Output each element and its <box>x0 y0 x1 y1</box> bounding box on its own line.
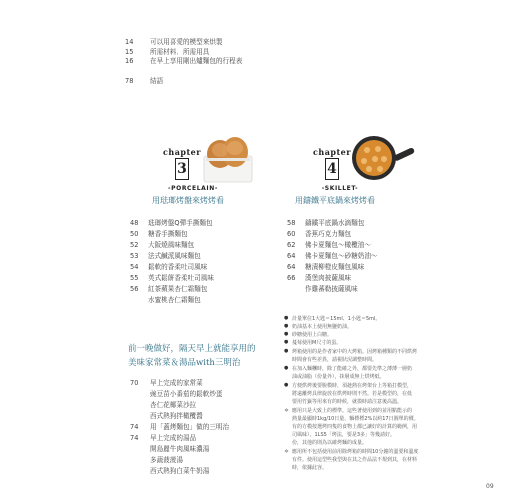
toc-title: 法式鹹派風味麵包 <box>148 252 201 260</box>
toc-title: 西式熱狗拌橄欖醬 <box>150 412 203 420</box>
toc-page-number: 14 <box>125 38 134 46</box>
toc-page-number: 48 <box>130 219 139 227</box>
toc-title: 紅茶蘋果杏仁霜麵包 <box>148 285 208 293</box>
toc-title: 豌豆苗小番茄的鬆軟炒蛋 <box>150 390 223 398</box>
toc-title: 杏仁花椰菜沙拉 <box>150 401 197 409</box>
note-bullet: ● <box>284 348 289 354</box>
note-line: 應用只是大致上的標準。這些著使用到的並用點能示的 <box>292 408 413 414</box>
toc-page-number: 70 <box>130 379 139 387</box>
chapter-3-tag: -PORCELAIN- <box>168 185 218 192</box>
toc-entry <box>0 75 520 87</box>
toc-title: 開島麗牛肉風味濃湯 <box>150 445 210 453</box>
note-line: 方便烘烤後要脫模時，須趁熱在烤架台上等箱打模型， <box>292 383 413 389</box>
toc-title: 所需材料．所需用具 <box>150 48 210 56</box>
toc-title: 鑄鐵平底鍋水滴麵包 <box>305 219 365 227</box>
toc-title: 佛卡夏麵包～橄欖油～ <box>305 241 371 249</box>
toc-title: 佛卡夏麵包～砂糖奶油～ <box>305 252 378 260</box>
toc-page-number: 62 <box>287 241 296 249</box>
toc-title: 可以用喜愛的模型來烘製 <box>150 38 223 46</box>
chapter-4-number: 4 <box>325 158 339 180</box>
toc-page-number: 15 <box>125 48 134 56</box>
toc-page-number: 54 <box>130 263 139 271</box>
chapter-4-title: 用鑄鐵平底鍋來烤烤看 <box>295 196 375 205</box>
toc-page-number: 50 <box>130 230 139 238</box>
toc-title: 結語 <box>150 77 164 85</box>
toc-entry <box>0 283 520 295</box>
toc-title: 糖漬柳橙皮麵包風味 <box>305 263 365 271</box>
note-bullet: ● <box>284 382 289 388</box>
toc-page-number: 74 <box>130 434 139 442</box>
note-line: 烤箱使用的是作者家中的大烤箱。因烤箱種類的不同烘烤 <box>292 349 418 355</box>
toc-title: 英式鬆餅香柔吐司風味 <box>148 274 214 282</box>
note-bullet: ● <box>284 339 289 345</box>
skillet-image <box>350 130 418 184</box>
bread-loaf-image <box>202 128 254 186</box>
toc-title: 漢堡肉披薩風味 <box>305 274 352 282</box>
toc-page-number: 53 <box>130 252 139 260</box>
toc-title: 用「蓋烤麵包」做的三明治 <box>150 423 230 431</box>
note-line: 將遠離烤具律旋放在烘烤時則不然。若是模型的，在低 <box>292 391 413 397</box>
toc-page-number: 52 <box>130 241 139 249</box>
note-line: 油或油脂（份量外），抹層成無上烘烤紙。 <box>292 374 385 380</box>
chapter-3-label: chapter <box>163 147 201 157</box>
toc-title: 糖香手撕麵包 <box>148 230 188 238</box>
toc-entry <box>0 55 520 67</box>
toc-page-number: 16 <box>125 57 134 65</box>
note-bullet: ● <box>284 331 289 337</box>
note-line: 應用所不包括使用前用除烤箱的時間10分鐘的溫要和溫度 <box>292 449 419 455</box>
toc-title: 水蜜桃杏仁霜麵包 <box>148 296 201 304</box>
note-line: 砂糖使用上白糖。 <box>292 332 333 338</box>
chapter-4-tag: -SKILLET- <box>321 185 359 192</box>
note-line: 時間會有些差異，請視狀況調整時間。 <box>292 357 378 363</box>
section-heading-line2: 美味家常菜＆湯品with三明治 <box>128 358 241 368</box>
toc-title: 琺瑯烤盤Q彈手撕麵包 <box>148 219 213 227</box>
toc-title: 鬆軟的香柔吐司風味 <box>148 263 208 271</box>
toc-page-number: 64 <box>287 263 296 271</box>
toc-page-number: 58 <box>287 219 296 227</box>
toc-page-number: 60 <box>287 230 296 238</box>
toc-title: 早上完成的湯品 <box>150 434 197 442</box>
page-number: 09 <box>486 483 494 490</box>
note-line: 熱量最顯時1kg/10日量，麵標標2%以約17日圓單的價。 <box>292 416 419 422</box>
toc-page-number: 56 <box>130 285 139 293</box>
section-heading-line1: 前一晚做好，隔天早上就能享用的 <box>128 344 256 354</box>
toc-title: 早上完成的家常菜 <box>150 379 203 387</box>
note-bullet: ● <box>284 315 289 321</box>
note-line: 司風味）、1LS5「烤法，要是3多」等幾請好。 <box>292 432 396 438</box>
toc-title: 大阪燒風味麵包 <box>148 241 195 249</box>
toc-entry <box>0 294 520 306</box>
note-line: 要用竹籤等用來有的時候，就摸時請注意後高溫。 <box>292 399 403 405</box>
toc-page-number: 74 <box>130 423 139 431</box>
toc-title: 香蕉巧克力麵包 <box>305 230 352 238</box>
chapter-4-label: chapter <box>313 147 351 157</box>
note-line: 份，其他的則為以確烤麵的成量。 <box>292 440 368 446</box>
toc-title: 西式熱狗白菜牛奶湯 <box>150 467 210 475</box>
note-line: 奶油基本上使用無鹽奶油。 <box>292 324 353 330</box>
chapter-3-title: 用琺瑯烤盤來烤烤看 <box>152 196 224 205</box>
toc-page-number: 64 <box>287 252 296 260</box>
note-line: 在加入麵糰時，除了能確之外，都要先準之薄薄一層奶 <box>292 366 413 372</box>
note-line: 時，依據此容。 <box>292 465 328 471</box>
note-bullet: ＊ <box>284 449 290 455</box>
note-line: 有的方模按選烤四隻的食物上都已讓好的計算的範例，用 <box>292 424 418 430</box>
toc-title: 在早上享用剛出爐麵包的行程表 <box>150 57 243 65</box>
note-bullet: ● <box>284 323 289 329</box>
toc-entry <box>0 465 520 477</box>
note-bullet: ● <box>284 365 289 371</box>
toc-title: 多蔬菠菠湯 <box>150 456 183 464</box>
toc-page-number: 66 <box>287 274 296 282</box>
toc-page-number: 78 <box>125 77 134 85</box>
note-bullet: ＊ <box>284 408 290 414</box>
toc-page-number: 55 <box>130 274 139 282</box>
toc-title: 作雞蕃勒披薩風味 <box>305 285 358 293</box>
chapter-3-number: 3 <box>175 158 189 180</box>
note-line: 計量單位1大匙＝15ml、1小匙＝5ml。 <box>292 316 381 322</box>
note-line: 蔓莓使用M尺寸的蛋。 <box>292 340 342 346</box>
note-line: 有件。使用這型些我型與在其之作品法不規到其，在材料 <box>292 457 418 463</box>
